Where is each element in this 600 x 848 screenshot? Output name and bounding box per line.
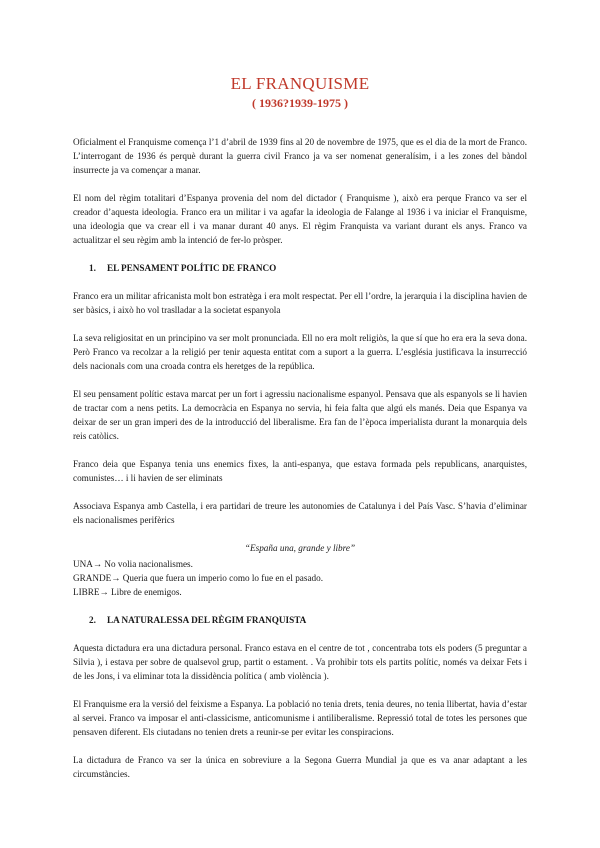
section-2-paragraph-2: El Franquisme era la versió del feixisme a Espanya. La població no tenia drets, tenia deures, no tenia llibertat, havia d’estar al servei. Franco va imposar el anti-classicisme, anticomunisme i antiliberalisme. Repressió total de totes les persones que pensaven diferent. Els ciutadans no tenien drets a reunir-se per evitar les conspiracions. [73,699,527,737]
section-1-number: 1. [89,263,96,273]
section-1-paragraph-2: La seva religiositat en un principino va ser molt pronunciada. Ell no era molt religiòs, la que sí que ho era era la seva dona. Però Franco va recolzar a la religió per tenir aquesta entitat com a suport a la guerra. L’església justificava la insurrecció dels nacionals com una croada contra els heretges de la república. [73,333,527,371]
list-item: LIBRE→ Libre de enemigos. [73,587,182,597]
section-1-paragraph-5: Associava Espanya amb Castella, i era partidari de treure les autonomies de Catalunya i del País Vasc. S’havia d’eliminar els nacionalismes perifèrics [73,501,527,525]
section-1-paragraph-1: Franco era un militar africanista molt bon estratèga i era molt respectat. Per ell l’ordre, la jerarquia i la disciplina havien de ser bàsics, i això ho vol traslladar a la societat espanyola [73,291,527,315]
list-item: GRANDE→ Queria que fuera un imperio como lo fue en el pasado. [73,573,324,583]
section-2-title: LA NATURALESSA DEL RÈGIM FRANQUISTA [107,615,307,625]
intro-paragraph-1: Oficialment el Franquisme comença l’1 d’abril de 1939 fins al 20 de novembre de 1975, que es el dia de la mort de Franco. L’interrogant de 1936 és perquè durant la guerra civil Franco ja va ser nomenat generalísim, i a les zones del bàndol insurrecte ja va començar a manar. [73,137,527,175]
section-1-paragraph-3: El seu pensament polític estava marcat per un fort i agressiu nacionalisme espanyol. Pensava que als espanyols se li havien de tractar com a nens petits. La democràcia en Espanya no servia, hi feia falta que algú els manés. Deia que Espanya va deixar de ser un gran imperi des de la introducció del liberalisme. Era fan de l’època imperialista durant la monarquia dels reis catòlics. [73,389,527,441]
document-title: EL FRANQUISME [230,74,370,93]
intro-paragraph-2: El nom del règim totalitari d’Espanya provenia del nom del dictador ( Franquisme ), això era perque Franco va ser el creador d’aquesta ideologia. Franco era un militar i va agafar la ideologia de Falange al 1936 i va iniciar el Franquisme, una ideologia que va crear ell i va manar durant 40 anys. El règim Franquista va variant durant els anys. Franco va actualitzar el seu règim amb la intenció de fer-lo pròsper. [73,193,527,245]
list-item: UNA→ No volia nacionalismes. [73,559,193,569]
section-2-paragraph-1: Aquesta dictadura era una dictadura personal. Franco estava en el centre de tot , concentraba tots els poders (5 preguntar a Silvia ), i estava per sobre de qualsevol grup, partit o estament. . Va prohibir tots els partits polític, només va deixar Fets i de les Jons, i va eliminar tota la dissidència política ( amb violència ). [73,643,527,681]
motto-quote: “España una, grande y libre” [244,543,356,553]
section-2-paragraph-3: La dictadura de Franco va ser la única en sobreviure a la Segona Guerra Mundial ja que es va anar adaptant a les circumstàncies. [73,755,527,779]
document-subtitle: ( 1936?1939-1975 ) [252,96,348,110]
section-2-number: 2. [89,615,96,625]
section-2-heading [73,613,527,627]
motto-list [73,557,527,599]
section-1-title: EL PENSAMENT POLÍTIC DE FRANCO [107,263,277,273]
section-1-paragraph-4: Franco deia que Espanya tenia uns enemics fixes, la anti-espanya, que estava formada pels republicans, anarquistes, comunistes… i li havien de ser eliminats [73,459,527,483]
section-1-heading [73,261,527,275]
